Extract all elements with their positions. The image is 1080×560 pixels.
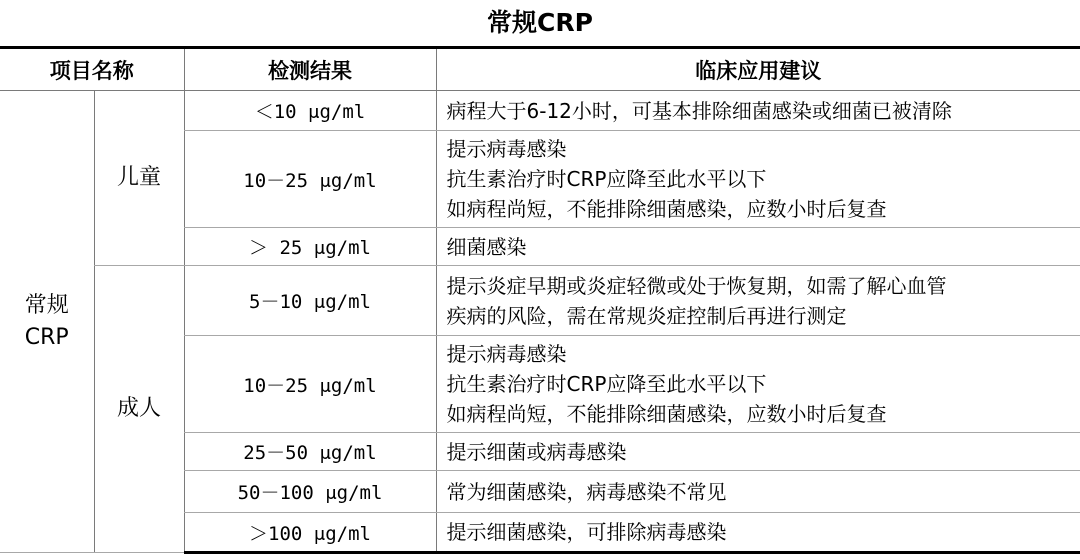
result-cell: ＜10 μg/ml [184,91,436,131]
advice-cell [436,266,1080,336]
column-header-item-name: 项目名称 [0,48,184,91]
result-cell: ＞ 25 μg/ml [184,228,436,266]
advice-line: 常为细菌感染，病毒感染不常见 [446,479,727,504]
crp-table [0,46,1080,554]
advice-cell [436,91,1080,131]
result-cell: 50－100 μg/ml [184,471,436,513]
table-row [0,91,1080,131]
result-cell: 10－25 μg/ml [184,336,436,433]
item-name-cell [0,91,94,553]
advice-line: 提示细菌或病毒感染 [446,439,627,464]
advice-cell [436,471,1080,513]
advice-line: 提示细菌感染，可排除病毒感染 [446,520,727,544]
column-header-advice: 临床应用建议 [436,48,1080,91]
group-cell-adults: 成人 [94,266,184,553]
advice-line: 抗生素治疗时CRP应降至此水平以下 [446,167,767,191]
advice-line: 疾病的风险，需在常规炎症控制后再进行测定 [446,303,847,328]
advice-cell [436,131,1080,228]
group-cell-children: 儿童 [94,91,184,266]
advice-line: 抗生素治疗时CRP应降至此水平以下 [446,372,767,396]
result-cell: 5－10 μg/ml [184,266,436,336]
advice-cell [436,336,1080,433]
advice-line: 提示病毒感染 [446,137,567,161]
advice-line: 细菌感染 [446,234,527,259]
advice-line: 如病程尚短，不能排除细菌感染，应数小时后复查 [446,197,887,221]
advice-line: 提示炎症早期或炎症轻微或处于恢复期，如需了解心血管 [446,273,947,298]
column-header-result: 检测结果 [184,48,436,91]
result-cell: 25－50 μg/ml [184,433,436,471]
advice-line: 提示病毒感染 [446,342,567,366]
header-row [0,48,1080,91]
table-title: 常规CRP [487,8,593,37]
advice-cell [436,513,1080,553]
advice-line: 如病程尚短，不能排除细菌感染，应数小时后复查 [446,402,887,426]
result-cell: ＞100 μg/ml [184,513,436,553]
advice-cell [436,433,1080,471]
result-cell: 10－25 μg/ml [184,131,436,228]
advice-line: 病程大于6-12小时，可基本排除细菌感染或细菌已被清除 [446,98,952,123]
item-name: 常规 CRP [24,292,69,350]
advice-cell [436,228,1080,266]
table-row [0,266,1080,336]
